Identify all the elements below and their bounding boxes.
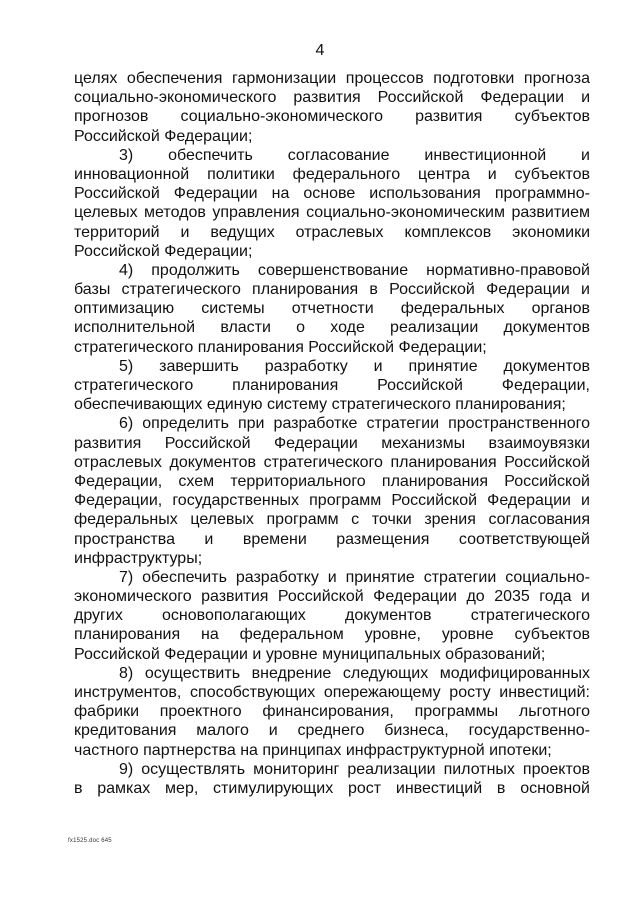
text-line: 3) обеспечить согласование инвестиционной и xyxy=(119,146,590,164)
text-line: экономического развития Российской Федерации до 2035 года и xyxy=(74,588,590,606)
paragraph-item-8 xyxy=(74,664,590,760)
text-line: 7) обеспечить разработку и принятие стратегии социально- xyxy=(119,568,590,586)
text-line: в рамках мер, стимулирующих рост инвестиций в основной xyxy=(74,779,590,797)
text-line: частного партнерства на принципах инфраструктурной ипотеки; xyxy=(74,741,552,759)
text-line: оптимизацию системы отчетности федеральных органов xyxy=(74,300,590,318)
text-line: 4) продолжить совершенствование нормативно-правовой xyxy=(119,261,590,279)
text-line: 9) осуществлять мониторинг реализации пилотных проектов xyxy=(119,760,590,778)
text-line: стратегического планирования Российской Федерации; xyxy=(74,338,487,356)
text-line: социально-экономического развития Российской Федерации и xyxy=(74,89,590,107)
text-line: Российской Федерации; xyxy=(74,242,253,260)
paragraph-item-3 xyxy=(74,146,590,261)
document-body xyxy=(74,69,590,798)
text-line: прогнозов социально-экономического развития субъектов xyxy=(74,108,590,126)
page-number: 4 xyxy=(315,42,325,59)
paragraph-item-4 xyxy=(74,261,590,357)
text-line: Российской Федерации на основе использования программно- xyxy=(74,185,590,203)
text-line: развития Российской Федерации механизмы взаимоувязки xyxy=(74,434,590,452)
text-line: 8) осуществить внедрение следующих модифицированных xyxy=(119,664,590,682)
paragraph-continuation xyxy=(74,69,590,146)
footer-file-reference: fx1525.doc 645 xyxy=(68,838,112,844)
paragraph-item-5 xyxy=(74,357,590,415)
text-line: инфраструктуры; xyxy=(74,549,203,567)
text-line: планирования на федеральном уровне, уровне субъектов xyxy=(74,626,590,644)
paragraph-item-7 xyxy=(74,568,590,664)
text-line: 6) определить при разработке стратегии пространственного xyxy=(119,415,590,433)
text-line: отраслевых документов стратегического планирования Российской xyxy=(74,453,590,471)
text-line: Российской Федерации; xyxy=(74,127,253,145)
text-line: федеральных целевых программ с точки зрения согласования xyxy=(74,511,590,529)
text-line: целях обеспечения гармонизации процессов подготовки прогноза xyxy=(74,70,590,87)
text-line: обеспечивающих единую систему стратегического планирования; xyxy=(74,396,566,414)
text-line: целевых методов управления социально-экономическим развитием xyxy=(74,204,590,222)
text-line: других основополагающих документов стратегического xyxy=(74,607,590,625)
text-line: Федерации, схем территориального планирования Российской xyxy=(74,472,590,490)
text-line: исполнительной власти о ходе реализации документов xyxy=(74,319,590,337)
text-line: пространства и времени размещения соответствующей xyxy=(74,530,590,548)
text-line: базы стратегического планирования в Российской Федерации и xyxy=(74,281,590,299)
text-line: 5) завершить разработку и принятие документов xyxy=(119,357,590,375)
text-line: Российской Федерации и уровне муниципальных образований; xyxy=(74,645,546,663)
paragraph-item-6 xyxy=(74,414,590,568)
text-line: территорий и ведущих отраслевых комплексов экономики xyxy=(74,223,590,241)
text-line: Федерации, государственных программ Российской Федерации и xyxy=(74,492,590,510)
text-line: стратегического планирования Российской Федерации, xyxy=(74,377,590,394)
text-line: инструментов, способствующих опережающему росту инвестиций: xyxy=(74,684,590,701)
text-line: инновационной политики федерального центра и субъектов xyxy=(74,165,590,183)
paragraph-item-9 xyxy=(74,760,590,798)
text-line: кредитования малого и среднего бизнеса, государственно- xyxy=(74,722,590,740)
text-line: фабрики проектного финансирования, программы льготного xyxy=(74,703,590,721)
